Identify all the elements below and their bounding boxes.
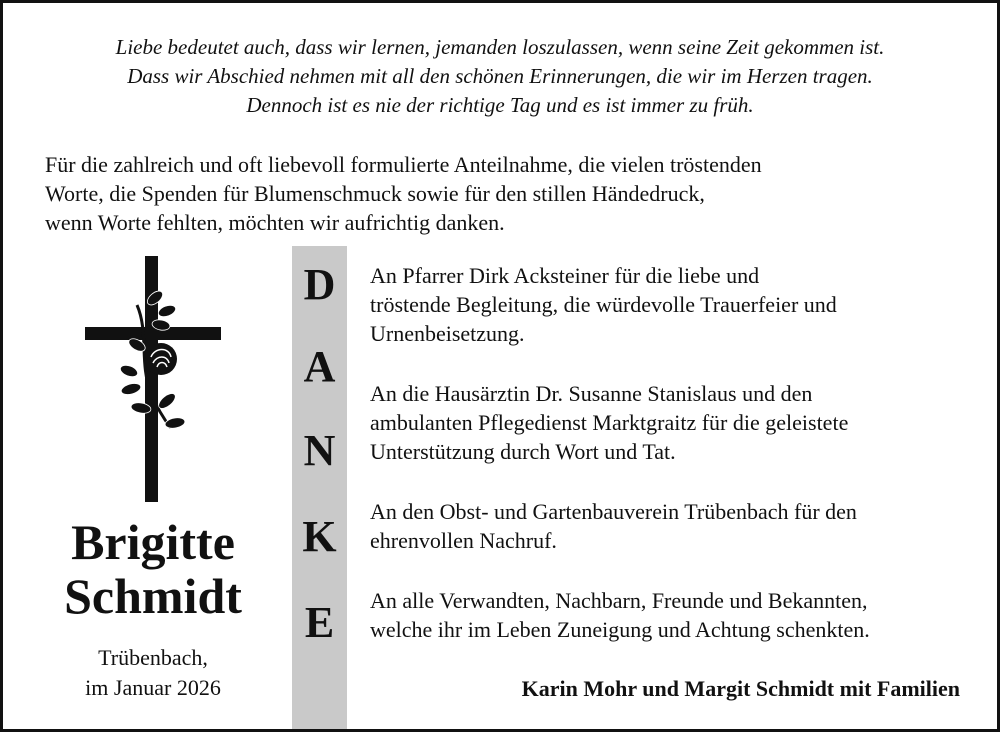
signature: Karin Mohr und Margit Schmidt mit Familien [521,676,960,701]
thanks-line: Unterstützung durch Wort und Tat. [370,439,676,464]
danke-letter: E [304,598,335,647]
danke-letter: A [303,342,336,391]
intro-text [45,150,945,237]
thanks-line: ambulanten Pflegedienst Marktgraitz für die geleistete [370,410,849,435]
deceased-first-name: Brigitte [71,514,235,570]
place: Trübenbach, [98,645,208,670]
place-and-date [23,643,283,703]
poem [3,33,997,120]
thanks-line: An Pfarrer Dirk Acksteiner für die liebe und [370,263,760,288]
poem-line: Dennoch ist es nie der richtige Tag und es ist immer zu früh. [246,93,754,117]
cross-with-rose-icon [79,253,229,505]
danke-letter: N [303,426,336,475]
deceased-name [23,515,283,623]
thanks-line: ehrenvollen Nachruf. [370,528,557,553]
deceased-last-name: Schmidt [64,568,242,624]
thanks-line: tröstende Begleitung, die würdevolle Trauerfeier und [370,292,837,317]
thanks-line: An den Obst- und Gartenbauverein Trübenbach für den [370,499,857,524]
poem-line: Dass wir Abschied nehmen mit all den schönen Erinnerungen, die wir im Herzen tragen. [127,64,873,88]
intro-line: wenn Worte fehlten, möchten wir aufrichtig danken. [45,210,505,235]
thanks-paragraph-club [370,497,990,555]
date: im Januar 2026 [85,675,221,700]
thanks-line: Urnenbeisetzung. [370,321,525,346]
poem-line: Liebe bedeutet auch, dass wir lernen, jemanden loszulassen, wenn seine Zeit gekommen ist. [115,35,885,59]
danke-letter: D [303,260,336,309]
thanks-line: welche ihr im Leben Zuneigung und Achtung schenkten. [370,617,870,642]
thanks-line: An die Hausärztin Dr. Susanne Stanislaus und den [370,381,813,406]
thanks-paragraph-pastor [370,261,990,348]
danke-letter: K [302,512,337,561]
intro-line: Worte, die Spenden für Blumenschmuck sowie für den stillen Händedruck, [45,181,705,206]
danke-strip [292,246,347,729]
thanks-paragraph-doctor [370,379,990,466]
thanks-line: An alle Verwandten, Nachbarn, Freunde und Bekannten, [370,588,868,613]
intro-line: Für die zahlreich und oft liebevoll formulierte Anteilnahme, die vielen tröstenden [45,152,762,177]
thanks-paragraph-family [370,586,990,644]
